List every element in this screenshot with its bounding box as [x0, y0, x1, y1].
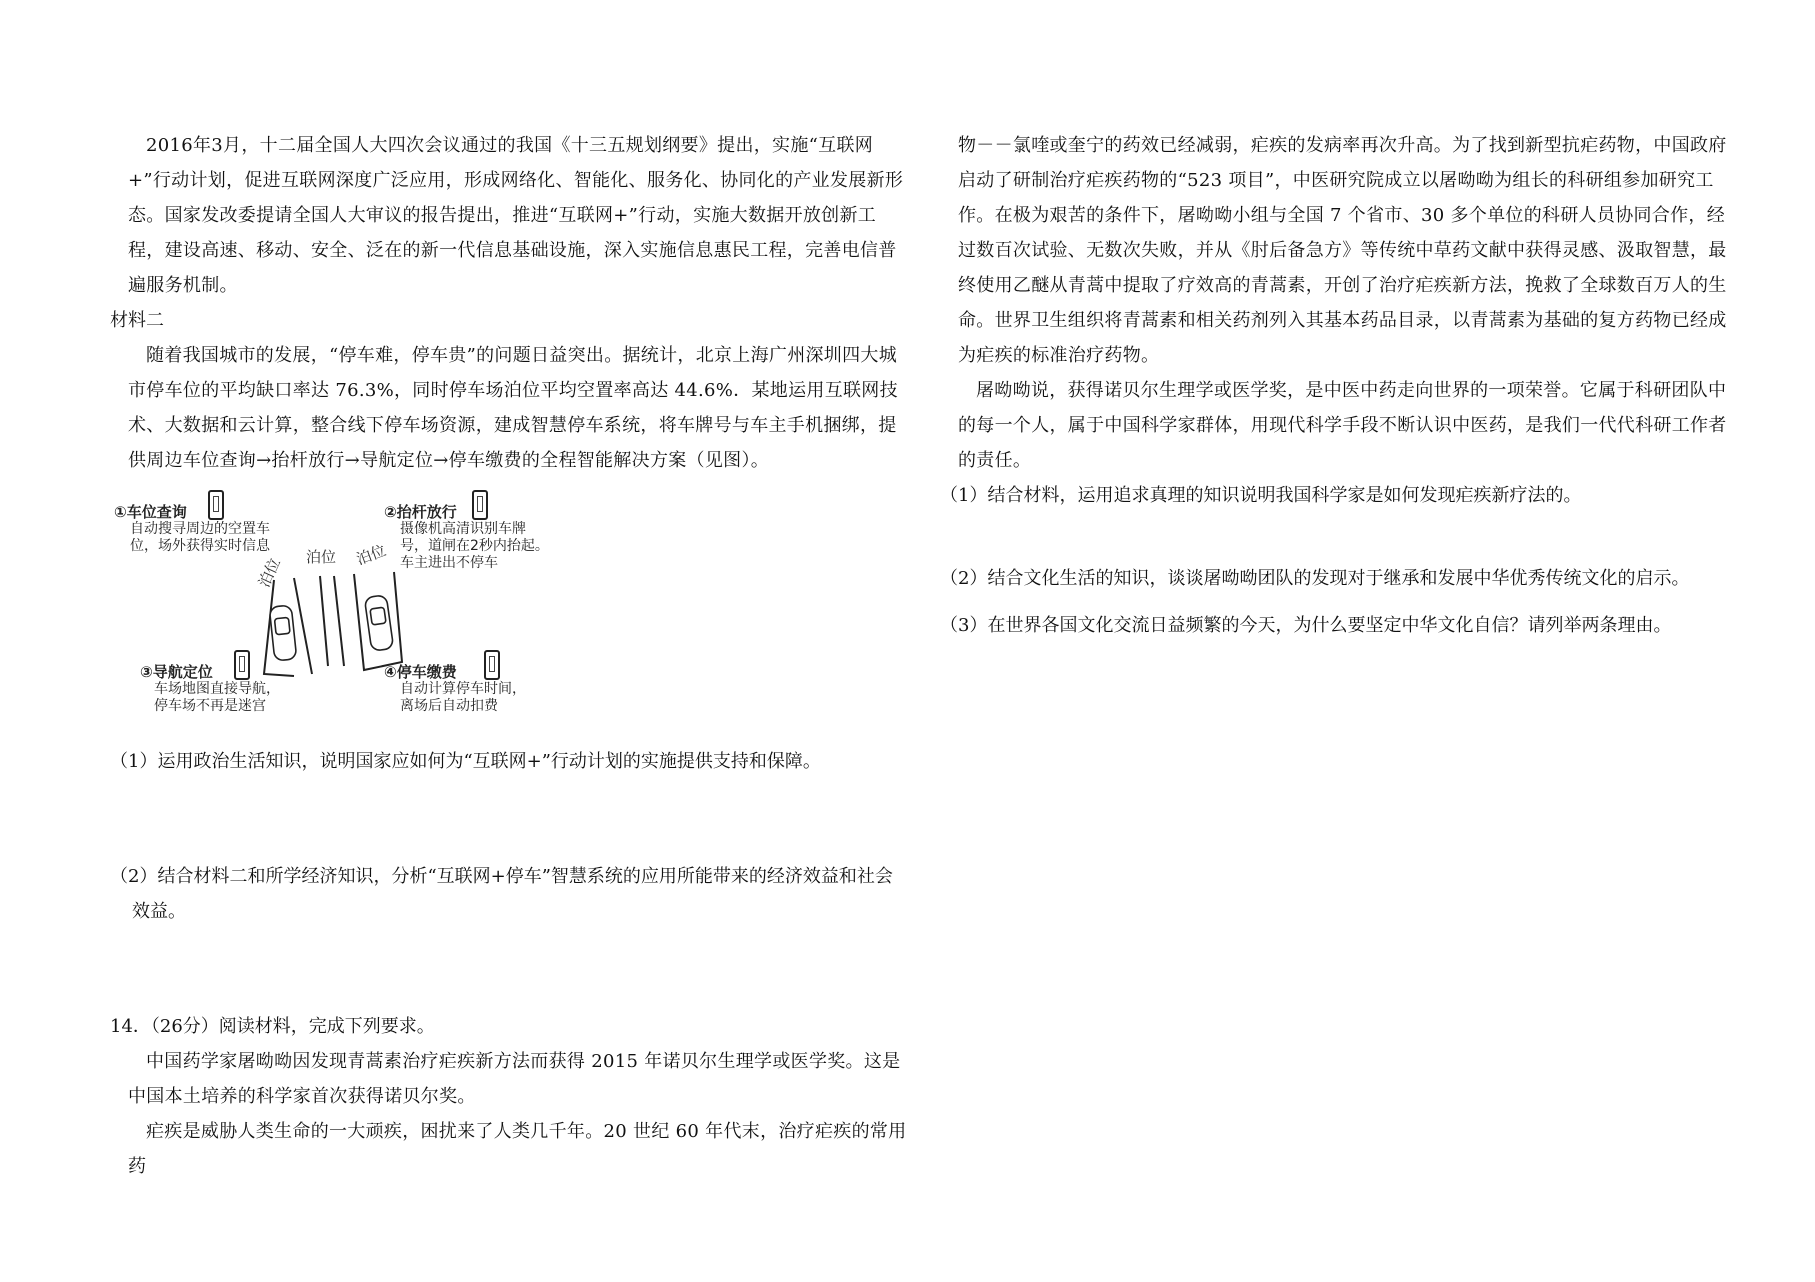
- figure-step4-desc-line: 离场后自动扣费: [400, 698, 498, 714]
- material2-label: 材料二: [110, 310, 164, 331]
- left-column: [110, 128, 910, 1184]
- figure-step4: [384, 664, 526, 715]
- figure-step1-title: ①车位查询: [114, 503, 187, 521]
- figure-step2-desc-line: 车主进出不停车: [400, 555, 498, 571]
- figure-step2-desc-line: 摄像机高清识别车牌: [400, 521, 526, 537]
- parking-spot-label: 泊位: [306, 548, 337, 566]
- material1-paragraph: 2016年3月，十二届全国人大四次会议通过的我国《十三五规划纲要》提出，实施“互联网+”行动计划，促进互联网深度广泛应用，形成网络化、智能化、服务化、协同化的产业发展新形态。国家发改委提请全国人大审议的报告提出，推进“互联网+”行动，实施大数据开放创新工程，建设高速、移动、安全、泛在的新一代信息基础设施，深入实施信息惠民工程，完善电信普遍服务机制。: [128, 135, 904, 296]
- question-14-2: （2）结合文化生活的知识，谈谈屠呦呦团队的发现对于继承和发展中华优秀传统文化的启示。: [940, 568, 1690, 589]
- figure-step4-title: ④停车缴费: [384, 663, 457, 681]
- figure-step3-title: ③导航定位: [140, 663, 213, 681]
- material2-paragraph: 随着我国城市的发展，“停车难，停车贵”的问题日益突出。据统计，北京上海广州深圳四大城市停车位的平均缺口率达 76.3%，同时停车场泊位平均空置率高达 44.6%．某地运用互联网技术、大数据和云计算，整合线下停车场资源，建成智慧停车系统，将车牌号与车主手机捆绑，提供周边车位查询→抬杆放行→导航定位→停车缴费的全程智能解决方案（见图）。: [128, 345, 898, 471]
- car-icon: [364, 595, 393, 652]
- smart-parking-figure: [114, 490, 564, 730]
- tu-youyou-quote-paragraph: 屠呦呦说，获得诺贝尔生理学或医学奖，是中医中药走向世界的一项荣誉。它属于科研团队中的每一个人，属于中国科学家群体，用现代科学手段不断认识中医药，是我们一代代科研工作者的责任。: [958, 380, 1727, 471]
- question-2-economics: （2）结合材料二和所学经济知识，分析“互联网+停车”智慧系统的应用所能带来的经济效益和社会效益。: [110, 866, 893, 922]
- figure-step3-desc-line: 车场地图直接导航，: [154, 681, 280, 697]
- question-14-paragraph-a: 中国药学家屠呦呦因发现青蒿素治疗疟疾新方法而获得 2015 年诺贝尔生理学或医学奖。这是中国本土培养的科学家首次获得诺贝尔奖。: [128, 1051, 901, 1107]
- car-icon: [269, 605, 297, 661]
- figure-step3: [140, 664, 280, 715]
- figure-step3-desc-line: 停车场不再是迷宫: [154, 698, 266, 714]
- question-14-1: （1）结合材料，运用追求真理的知识说明我国科学家是如何发现疟疾新疗法的。: [940, 485, 1582, 506]
- parking-spot-label: 泊位: [254, 555, 284, 591]
- figure-step1-desc-line: 位，场外获得实时信息: [130, 538, 270, 554]
- question-14-3: （3）在世界各国文化交流日益频繁的今天，为什么要坚定中华文化自信？请列举两条理由。: [940, 615, 1672, 636]
- question-14-paragraph-b: 疟疾是威胁人类生命的一大顽疾，困扰来了人类几千年。20 世纪 60 年代末，治疗疟疾的常用药: [128, 1121, 907, 1177]
- figure-step2-desc-line: 号，道闸在2秒内抬起。: [400, 538, 549, 554]
- material-continuation-paragraph: 物－－氯喹或奎宁的药效已经减弱，疟疾的发病率再次升高。为了找到新型抗疟药物，中国政府启动了研制治疗疟疾药物的“523 项目”，中医研究院成立以屠呦呦为组长的科研组参加研究工作。在极为艰苦的条件下，屠呦呦小组与全国 7 个省市、30 多个单位的科研人员协同合作，经过数百次试验、无数次失败，并从《肘后备急方》等传统中草药文献中获得灵感、汲取智慧，最终使用乙醚从青蒿中提取了疗效高的青蒿素，开创了治疗疟疾新方法，挽救了全球数百万人的生命。世界卫生组织将青蒿素和相关药剂列入其基本药品目录，以青蒿素为基础的复方药物已经成为疟疾的标准治疗药物。: [958, 135, 1727, 366]
- parking-spot-label: 泊位: [353, 541, 389, 569]
- figure-step1: [114, 504, 270, 555]
- question-1-politics: （1）运用政治生活知识，说明国家应如何为“互联网+”行动计划的实施提供支持和保障。: [110, 751, 821, 772]
- question-14-header: 14．（26分）阅读材料，完成下列要求。: [110, 1016, 435, 1037]
- figure-step4-desc-line: 自动计算停车时间，: [400, 681, 526, 697]
- right-column: [940, 128, 1730, 643]
- figure-step1-desc-line: 自动搜寻周边的空置车: [130, 521, 270, 537]
- figure-step2: [384, 504, 549, 572]
- figure-step2-title: ②抬杆放行: [384, 503, 457, 521]
